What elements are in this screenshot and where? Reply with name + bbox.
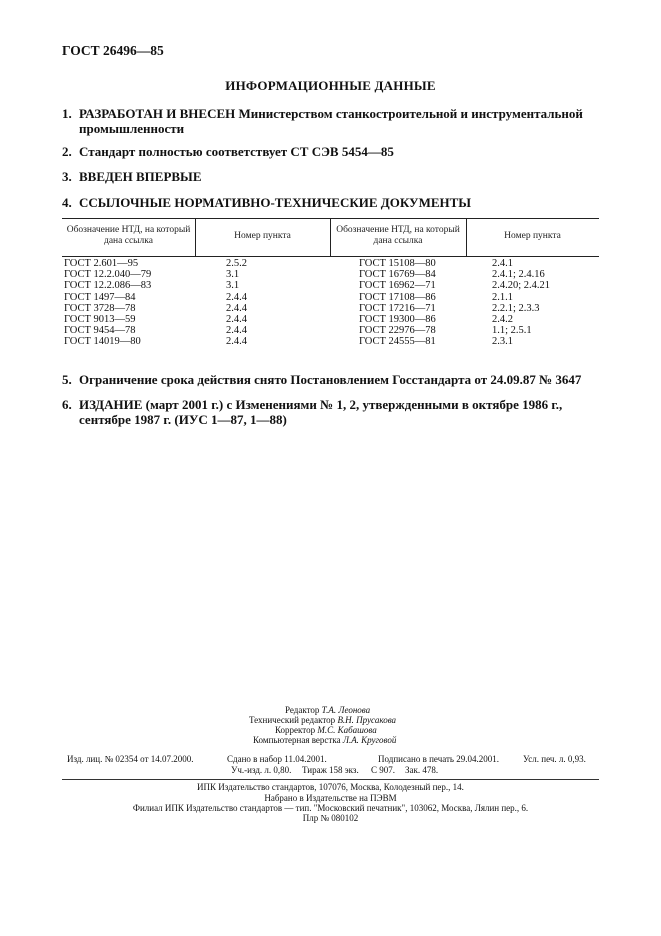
table-cell: 2.4.20; 2.4.21	[492, 280, 551, 292]
imprint-license: Изд. лиц. № 02354 от 14.07.2000.	[67, 754, 194, 764]
credit-name: В.Н. Прусакова	[337, 715, 397, 725]
credit-name: Л.А. Круговой	[342, 735, 397, 745]
footer-printer: Филиал ИПК Издательство стандартов — тип. "Московский печатник", 103062, Москва, Лялин пер., 6.	[132, 803, 529, 813]
table-cell: 2.4.4	[226, 314, 247, 326]
credit-label: Технический редактор	[249, 715, 336, 725]
table-cell: ГОСТ 22976—78	[359, 325, 436, 337]
credit-name: М.С. Кабашова	[317, 725, 377, 735]
left-doc-column	[64, 258, 151, 348]
table-cell: 2.4.4	[226, 325, 247, 337]
imprint-pub-sheets: Уч.-изд. л. 0,80.	[231, 765, 292, 775]
credit-label: Компьютерная верстка	[253, 735, 341, 745]
info-item-developed	[62, 106, 602, 138]
table-cell: ГОСТ 12.2.040—79	[64, 269, 152, 281]
page-title: ИНФОРМАЦИОННЫЕ ДАННЫЕ	[225, 78, 436, 93]
table-cell: ГОСТ 16769—84	[359, 269, 436, 281]
table-cell: ГОСТ 14019—80	[64, 336, 141, 348]
table-cell: ГОСТ 1497—84	[64, 291, 136, 303]
table-cell: 2.3.1	[492, 336, 513, 348]
table-cell: ГОСТ 17108—86	[359, 291, 436, 303]
left-point-column	[226, 258, 247, 348]
item-text: РАЗРАБОТАН И ВНЕСЕН Министерством станкостроительной и инструментальной промышленности	[79, 106, 583, 136]
imprint-order-c: С 907.	[371, 765, 396, 775]
credit-label: Редактор	[285, 705, 320, 715]
item-text: Ограничение срока действия снято Постановлением Госстандарта от 24.09.87 № 3647	[79, 372, 582, 387]
imprint-run: Тираж 158 экз.	[302, 765, 359, 775]
table-cell: 2.4.4	[226, 302, 247, 314]
table-header-rule	[62, 256, 599, 257]
table-cell: 2.4.1; 2.4.16	[492, 269, 545, 281]
column-header-point: Номер пункта	[234, 231, 291, 241]
item-number: 6.	[62, 397, 72, 412]
table-cell: 2.4.2	[492, 314, 513, 326]
table-cell: ГОСТ 3728—78	[64, 302, 136, 314]
table-cell: 2.4.4	[226, 336, 247, 348]
item-number: 2.	[62, 144, 72, 159]
item-text: ИЗДАНИЕ (март 2001 г.) с Изменениями № 1, 2, утвержденными в октябре 1986 г., сентябре 1987 г. (ИУС 1—87, 1—88)	[79, 397, 563, 427]
credit-name: Т.А. Леонова	[321, 705, 371, 715]
table-cell: 3.1	[226, 280, 240, 292]
table-cell: 2.2.1; 2.3.3	[492, 302, 540, 314]
footer-typeset: Набрано в Издательстве на ПЭВМ	[264, 793, 397, 803]
table-cell: ГОСТ 17216—71	[359, 302, 436, 314]
right-point-column	[492, 258, 550, 348]
item-number: 4.	[62, 195, 72, 210]
table-cell: ГОСТ 16962—71	[359, 280, 436, 292]
table-cell: 2.4.4	[226, 291, 247, 303]
item-number: 3.	[62, 169, 72, 184]
column-header-doc: Обозначение НТД, на который дана ссылка	[336, 225, 460, 246]
credit-label: Корректор	[275, 725, 316, 735]
table-cell: ГОСТ 9454—78	[64, 325, 136, 337]
right-doc-column	[359, 258, 436, 348]
table-cell: ГОСТ 9013—59	[64, 314, 136, 326]
item-text: Стандарт полностью соответствует СТ СЭВ 5454—85	[79, 144, 394, 159]
info-item-edition	[62, 397, 602, 429]
imprint-print-sheets: Усл. печ. л. 0,93.	[523, 754, 586, 764]
table-cell: 2.4.1	[492, 258, 513, 269]
document-code: ГОСТ 26496—85	[62, 43, 164, 58]
table-cell: ГОСТ 12.2.086—83	[64, 280, 152, 292]
column-header-point: Номер пункта	[504, 231, 561, 241]
table-cell: ГОСТ 15108—80	[359, 258, 436, 269]
table-cell: ГОСТ 19300—86	[359, 314, 436, 326]
credit-layout	[253, 735, 396, 746]
table-cell: ГОСТ 24555—81	[359, 336, 436, 348]
column-header-doc: Обозначение НТД, на который дана ссылка	[66, 225, 191, 246]
table-cell: 3.1	[226, 269, 240, 281]
table-cell: 2.5.2	[226, 258, 247, 269]
table-cell: 2.1.1	[492, 291, 513, 303]
item-number: 1.	[62, 106, 72, 121]
imprint-order: Зак. 478.	[405, 765, 439, 775]
footer-rule	[62, 779, 599, 780]
table-cell: ГОСТ 2.601—95	[64, 258, 139, 269]
imprint-signed: Подписано в печать 29.04.2001.	[378, 754, 500, 764]
table-cell: 1.1; 2.5.1	[492, 325, 532, 337]
imprint-submitted: Сдано в набор 11.04.2001.	[227, 754, 327, 764]
item-text: ССЫЛОЧНЫЕ НОРМАТИВНО-ТЕХНИЧЕСКИЕ ДОКУМЕНТЫ	[79, 195, 472, 210]
item-text: ВВЕДЕН ВПЕРВЫЕ	[79, 169, 202, 184]
footer-license: Плр № 080102	[302, 813, 359, 823]
item-number: 5.	[62, 372, 72, 387]
footer-publisher: ИПК Издательство стандартов, 107076, Москва, Колодезный пер., 14.	[197, 782, 464, 792]
reference-table	[62, 218, 599, 347]
